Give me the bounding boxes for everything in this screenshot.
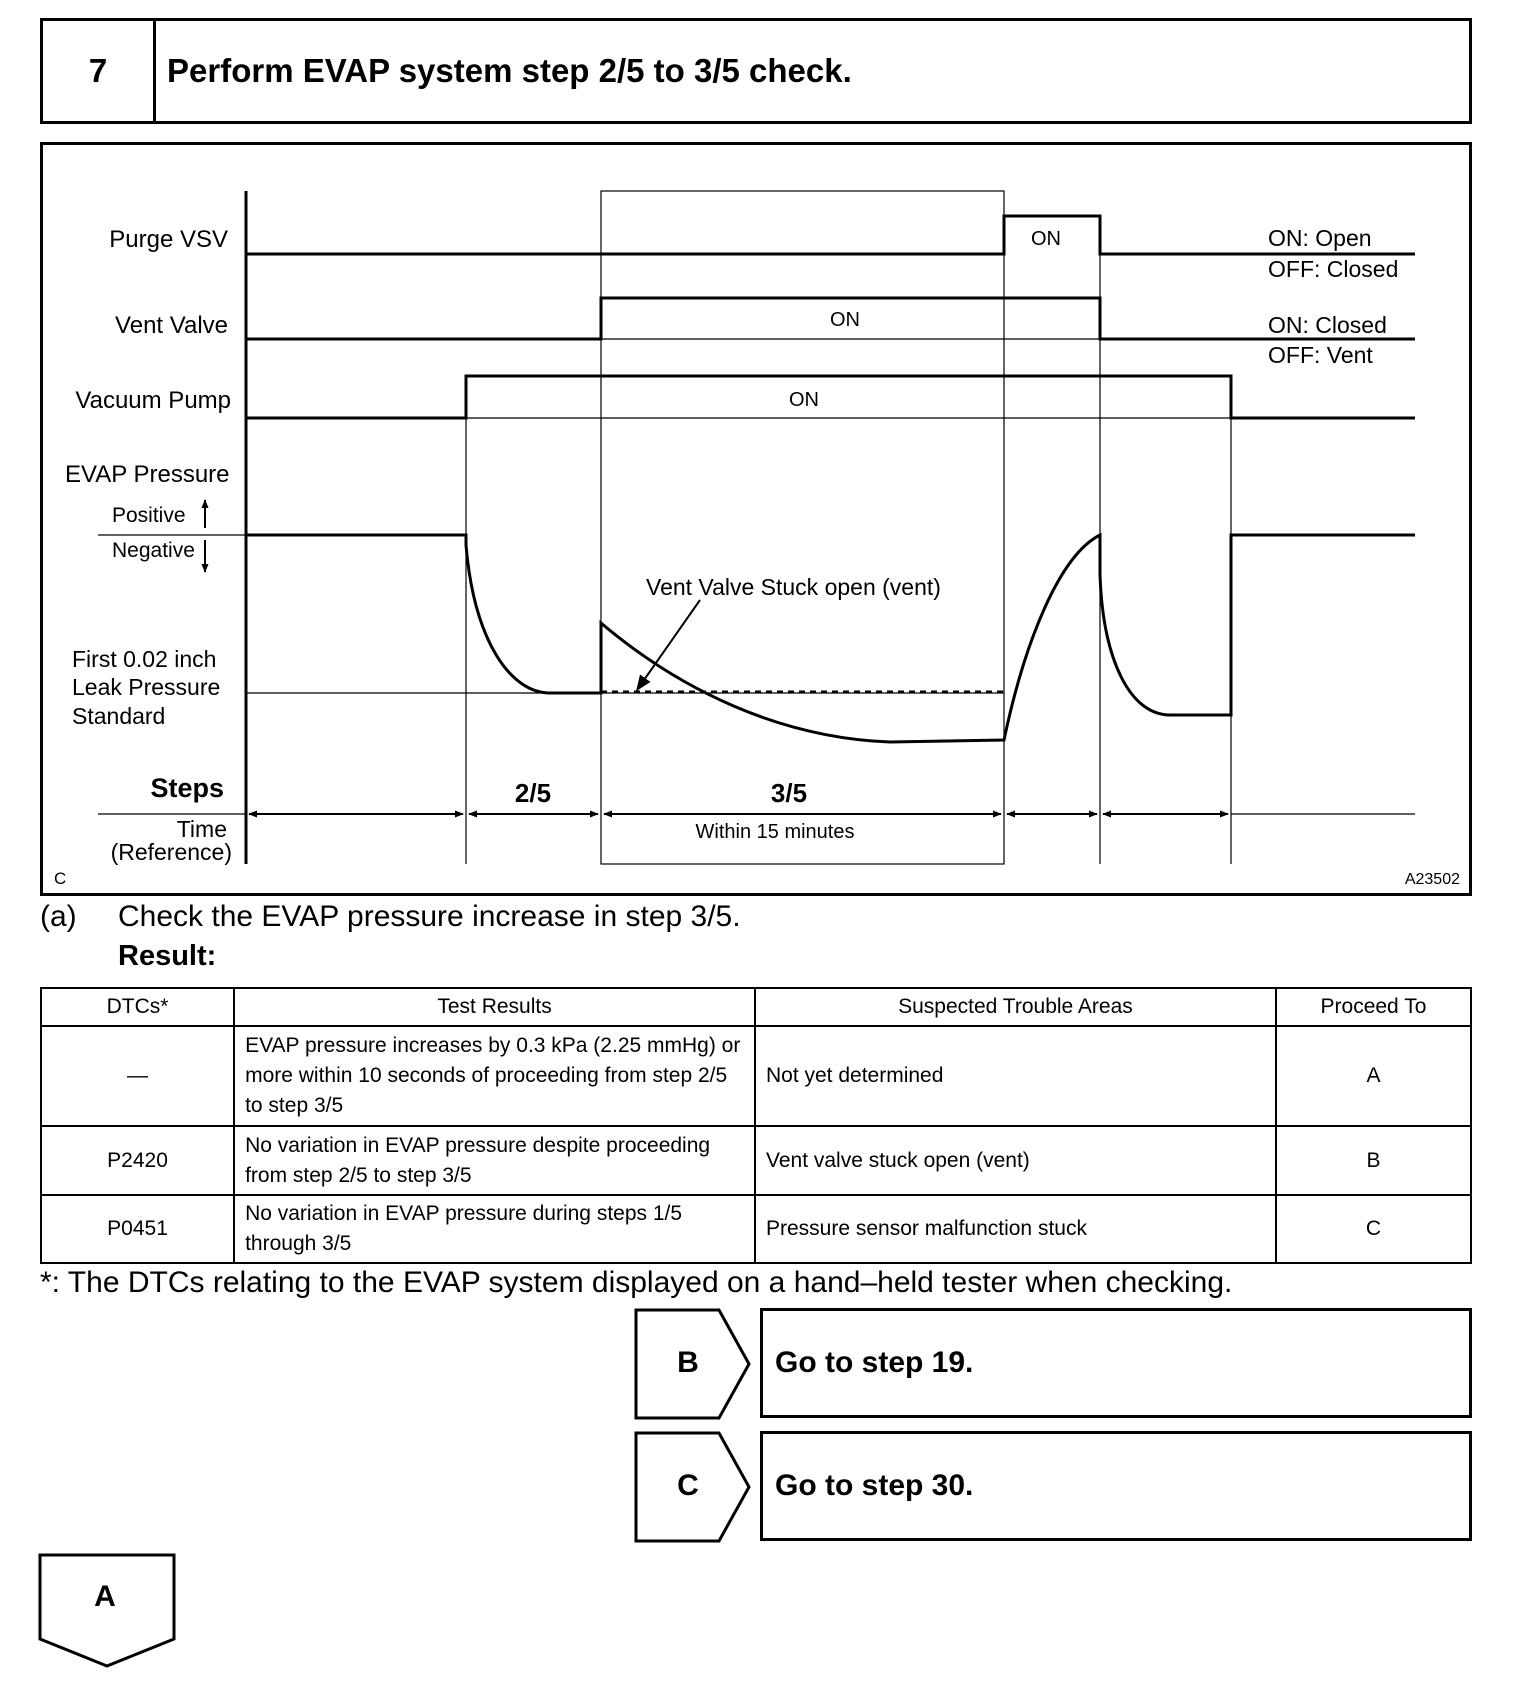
label-vacuum-pump: Vacuum Pump [75, 387, 231, 414]
table-row [41, 1126, 1471, 1195]
timing-diagram [40, 142, 1472, 896]
results-table [40, 987, 1472, 1264]
table-header-row [41, 988, 1471, 1026]
annotation-stuck-open: Vent Valve Stuck open (vent) [646, 574, 941, 600]
within-15-minutes: Within 15 minutes [695, 821, 855, 843]
row-dtc: P0451 [41, 1195, 234, 1263]
goto-step-30-box[interactable]: Go to step 30. [760, 1431, 1472, 1541]
step-title: Perform EVAP system step 2/5 to 3/5 check. [167, 52, 852, 89]
row-proceed: B [1276, 1126, 1471, 1195]
header-proceed-to: Proceed To [1276, 988, 1471, 1026]
label-standard-line2: Leak Pressure [72, 674, 221, 700]
step-header [40, 18, 1472, 124]
purge-on-label: ON [1031, 228, 1061, 250]
table-row [41, 1026, 1471, 1126]
legend-vent-off: OFF: Vent [1268, 342, 1373, 368]
header-suspected-areas: Suspected Trouble Areas [755, 988, 1276, 1026]
row-proceed: A [1276, 1026, 1471, 1126]
proceed-letter-a: A [94, 1580, 116, 1613]
evap-pressure-curve [246, 535, 1415, 742]
goto-step-19-box[interactable]: Go to step 19. [760, 1308, 1472, 1418]
annotation-arrow [637, 600, 700, 690]
step-label-3-5: 3/5 [770, 778, 808, 808]
proceed-letter-b: B [677, 1346, 699, 1379]
step-3-5-window [601, 191, 1004, 864]
row-proceed: C [1276, 1195, 1471, 1263]
label-evap-pressure: EVAP Pressure [65, 461, 230, 488]
row-trouble-area: Not yet determined [755, 1026, 1276, 1126]
pump-on-label: ON [789, 389, 819, 411]
vent-on-label: ON [830, 309, 860, 331]
label-time-reference: (Reference) [110, 839, 232, 865]
corner-code-left: C [54, 869, 67, 888]
check-item-text: Check the EVAP pressure increase in step 3/5. [118, 900, 741, 933]
label-standard-line1: First 0.02 inch [72, 646, 217, 672]
legend-purge-on: ON: Open [1268, 225, 1372, 251]
purge-vsv-signal [246, 216, 1415, 254]
corner-code-right: A23502 [1404, 871, 1460, 888]
footnote: *: The DTCs relating to the EVAP system displayed on a hand–held tester when checking. [40, 1266, 1233, 1299]
step-number: 7 [43, 21, 156, 121]
row-trouble-area: Pressure sensor malfunction stuck [755, 1195, 1276, 1263]
table-row [41, 1195, 1471, 1263]
row-dtc: P2420 [41, 1126, 234, 1195]
timing-diagram-svg [43, 145, 1469, 893]
label-positive: Positive [112, 504, 186, 527]
label-negative: Negative [112, 539, 195, 562]
row-test-result: No variation in EVAP pressure during steps 1/5 through 3/5 [234, 1195, 755, 1263]
label-purge-vsv: Purge VSV [109, 226, 228, 253]
row-test-result: No variation in EVAP pressure despite proceeding from step 2/5 to step 3/5 [234, 1126, 755, 1195]
legend-vent-on: ON: Closed [1268, 312, 1387, 338]
row-trouble-area: Vent valve stuck open (vent) [755, 1126, 1276, 1195]
row-test-result: EVAP pressure increases by 0.3 kPa (2.25 mmHg) or more within 10 seconds of proceeding from step 2/5 to step 3/5 [234, 1026, 755, 1126]
label-vent-valve: Vent Valve [115, 312, 228, 339]
vacuum-pump-signal [246, 376, 1415, 418]
row-dtc: — [41, 1026, 234, 1126]
check-item-letter: (a) [40, 900, 77, 933]
header-test-results: Test Results [234, 988, 755, 1026]
header-dtcs: DTCs* [41, 988, 234, 1026]
label-standard-line3: Standard [72, 703, 166, 729]
label-time: Time [176, 816, 227, 842]
legend-purge-off: OFF: Closed [1268, 256, 1399, 282]
proceed-letter-c: C [677, 1469, 699, 1502]
result-label: Result: [118, 940, 217, 972]
step-label-2-5: 2/5 [514, 778, 552, 808]
label-steps: Steps [150, 773, 224, 803]
